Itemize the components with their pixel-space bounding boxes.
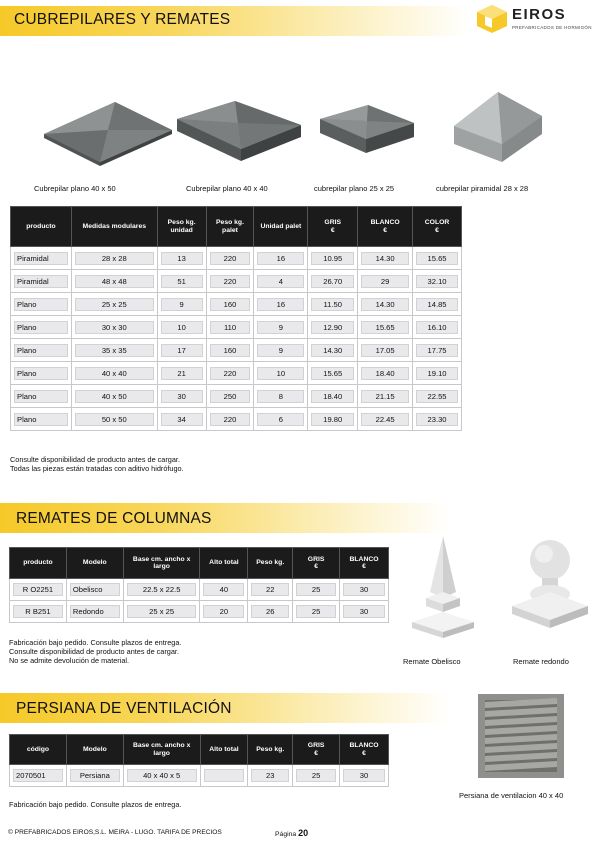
caption-cubrepilar-40x40: Cubrepilar plano 40 x 40	[186, 184, 268, 193]
remate-obelisco-image	[408, 532, 478, 644]
cell-value: 30	[161, 390, 203, 403]
table-cell	[157, 408, 206, 431]
table-row	[11, 270, 462, 293]
cell-value: 18.40	[361, 367, 409, 380]
table-cell	[11, 408, 72, 431]
persiana-ventilacion-image	[476, 690, 568, 782]
table-cell	[248, 579, 293, 601]
table-cell	[66, 579, 123, 601]
cell-value: 2070501	[13, 769, 63, 782]
cell-value: 21.15	[361, 390, 409, 403]
cell-value: Piramidal	[14, 275, 68, 288]
cell-value: Plano	[14, 344, 68, 357]
logo-tagline: PREFABRICADOS DE HORMIGÓN	[512, 25, 592, 30]
persiana-notes	[9, 800, 181, 809]
col-header-blanco	[340, 548, 389, 579]
table-cell	[11, 270, 72, 293]
table-row	[10, 765, 389, 787]
cell-value: 30	[343, 605, 385, 618]
col-header-modelo: Modelo	[66, 735, 123, 765]
columnas-table-body	[10, 579, 389, 623]
cell-value: R O2251	[13, 583, 63, 596]
col-header-medidas: Medidas modulares	[71, 207, 157, 247]
cubrepilares-table-body	[11, 247, 462, 431]
table-cell	[254, 362, 308, 385]
footer-copyright: © PREFABRICADOS EIROS,S.L. MEIRA - LUGO. TARIFA DE PRECIOS	[8, 829, 222, 836]
cell-value: 23	[251, 769, 289, 782]
table-cell	[200, 601, 248, 623]
persiana-table-body	[10, 765, 389, 787]
cell-value: 22.55	[416, 390, 458, 403]
cell-value: 10	[257, 367, 304, 380]
table-cell	[413, 408, 462, 431]
table-cell	[340, 579, 389, 601]
cell-value: Obelisco	[70, 583, 120, 596]
cell-value: 15.65	[361, 321, 409, 334]
table-cell	[413, 293, 462, 316]
cubrepilar-piramidal-28x28-image	[448, 88, 548, 168]
cell-value: 19.10	[416, 367, 458, 380]
cell-value: 17.05	[361, 344, 409, 357]
cell-value: 35 x 35	[75, 344, 154, 357]
eiros-logo	[476, 4, 594, 36]
table-cell	[206, 316, 254, 339]
table-cell	[10, 601, 67, 623]
table-cell	[413, 247, 462, 270]
table-cell	[71, 293, 157, 316]
table-row	[11, 339, 462, 362]
cubrepilares-table	[10, 206, 462, 431]
table-cell	[157, 385, 206, 408]
table-cell	[200, 579, 248, 601]
cell-value: 16	[257, 298, 304, 311]
columnas-table	[9, 547, 389, 623]
table-cell	[10, 765, 67, 787]
table-cell	[308, 247, 358, 270]
table-cell	[358, 316, 413, 339]
col-header-blanco-unit: €	[383, 226, 387, 234]
cell-value: 30 x 30	[75, 321, 154, 334]
col-header-gris-label: GRIS	[307, 742, 325, 750]
col-header-peso: Peso kg.	[248, 735, 293, 765]
table-cell	[254, 408, 308, 431]
table-cell	[254, 247, 308, 270]
table-row	[10, 579, 389, 601]
table-cell	[71, 247, 157, 270]
cell-value: 26	[251, 605, 289, 618]
cell-value: Plano	[14, 390, 68, 403]
cell-value: Persiana	[70, 769, 120, 782]
table-cell	[11, 293, 72, 316]
table-cell	[413, 362, 462, 385]
table-cell	[358, 408, 413, 431]
cell-value: 30	[343, 583, 385, 596]
note-line: Consulte disponibilidad de producto antes de cargar.	[9, 647, 179, 656]
cell-value: 14.30	[361, 298, 409, 311]
cell-value: Redondo	[70, 605, 120, 618]
cell-value: 13	[161, 252, 203, 265]
table-cell	[71, 316, 157, 339]
cell-value: 16.10	[416, 321, 458, 334]
table-cell	[293, 601, 340, 623]
col-header-gris-label: GRIS	[324, 219, 342, 227]
cell-value: 20	[203, 605, 244, 618]
table-cell	[340, 601, 389, 623]
table-cell	[308, 316, 358, 339]
cell-value: 17	[161, 344, 203, 357]
table-cell	[10, 579, 67, 601]
cell-value: Plano	[14, 298, 68, 311]
table-cell	[206, 270, 254, 293]
table-cell	[71, 270, 157, 293]
table-cell	[254, 293, 308, 316]
table-cell	[308, 270, 358, 293]
table-cell	[71, 339, 157, 362]
cell-value: 26.70	[311, 275, 354, 288]
cell-value: 25	[296, 605, 336, 618]
caption-cubrepilar-40x50: Cubrepilar plano 40 x 50	[34, 184, 116, 193]
footer-page-label: Página	[275, 831, 297, 838]
cell-value: 110	[210, 321, 251, 334]
table-cell	[123, 765, 200, 787]
table-cell	[254, 385, 308, 408]
cell-value: 25 x 25	[75, 298, 154, 311]
table-cell	[157, 316, 206, 339]
cell-value: 14.30	[361, 252, 409, 265]
table-cell	[11, 385, 72, 408]
col-header-producto: producto	[10, 548, 67, 579]
table-cell	[413, 316, 462, 339]
cell-value: 22.45	[361, 413, 409, 426]
cell-value: 40 x 40 x 5	[127, 769, 197, 782]
cell-value: 50 x 50	[75, 413, 154, 426]
cell-value: 21	[161, 367, 203, 380]
cell-value: 10	[161, 321, 203, 334]
cell-value: 25	[296, 769, 336, 782]
table-cell	[66, 601, 123, 623]
col-header-color	[413, 207, 462, 247]
table-cell	[157, 247, 206, 270]
persiana-table	[9, 734, 389, 787]
caption-cubrepilar-piramidal: cubrepilar piramidal 28 x 28	[436, 184, 529, 193]
cell-value: Plano	[14, 413, 68, 426]
footer-page-number: 20	[298, 828, 309, 838]
section-title-columnas: REMATES DE COLUMNAS	[16, 510, 212, 527]
cell-value: 28 x 28	[75, 252, 154, 265]
table-cell	[206, 339, 254, 362]
col-header-alto: Alto total	[200, 548, 248, 579]
col-header-modelo: Modelo	[66, 548, 123, 579]
table-cell	[340, 765, 389, 787]
table-cell	[206, 362, 254, 385]
table-cell	[254, 339, 308, 362]
cell-value: 25 x 25	[127, 605, 197, 618]
note-line: Fabricación bajo pedido. Consulte plazos de entrega.	[9, 638, 182, 647]
col-header-blanco-label: BLANCO	[370, 219, 400, 227]
cell-value: 22.5 x 22.5	[127, 583, 197, 596]
section-title-persiana: PERSIANA DE VENTILACIÓN	[16, 700, 232, 717]
table-cell	[157, 293, 206, 316]
col-header-blanco	[340, 735, 389, 765]
footer-page	[275, 828, 308, 838]
table-row	[10, 601, 389, 623]
table-row	[11, 293, 462, 316]
cell-value: 9	[257, 344, 304, 357]
cell-value: 48 x 48	[75, 275, 154, 288]
table-row	[11, 408, 462, 431]
col-header-blanco-unit: €	[362, 749, 366, 757]
table-cell	[157, 270, 206, 293]
cell-value: 9	[161, 298, 203, 311]
table-cell	[358, 247, 413, 270]
table-cell	[11, 247, 72, 270]
cell-value: 15.65	[416, 252, 458, 265]
table-row	[11, 247, 462, 270]
col-header-gris	[308, 207, 358, 247]
table-cell	[308, 339, 358, 362]
note-line: No se admite devolución de material.	[9, 656, 130, 665]
cell-value: 8	[257, 390, 304, 403]
cubrepilar-plano-40x40-image	[175, 97, 305, 169]
col-header-color-unit: €	[435, 226, 439, 234]
table-cell	[11, 316, 72, 339]
col-header-gris-unit: €	[314, 563, 318, 570]
table-cell	[11, 339, 72, 362]
col-header-gris-unit: €	[330, 226, 335, 234]
caption-cubrepilar-25x25: cubrepilar plano 25 x 25	[314, 184, 395, 193]
col-header-peso-unidad: Peso kg. unidad	[157, 207, 206, 247]
table-cell	[293, 579, 340, 601]
note-line: Fabricación bajo pedido. Consulte plazos de entrega.	[9, 800, 182, 809]
cell-value: R B251	[13, 605, 63, 618]
cell-value: 6	[257, 413, 304, 426]
col-header-alto: Alto total	[200, 735, 248, 765]
cell-value: 16	[257, 252, 304, 265]
cell-value: 9	[257, 321, 304, 334]
cell-value: 220	[210, 252, 251, 265]
cubrepilar-plano-40x50-image	[40, 96, 175, 166]
col-header-blanco-unit: €	[362, 563, 366, 570]
table-cell	[206, 408, 254, 431]
logo-name: EIROS	[512, 6, 567, 23]
cell-value: 22	[251, 583, 289, 596]
table-row	[11, 362, 462, 385]
col-header-codigo: código	[10, 735, 67, 765]
cell-value: Plano	[14, 321, 68, 334]
table-cell	[206, 385, 254, 408]
cell-value: 23.30	[416, 413, 458, 426]
cell-value: 220	[210, 367, 251, 380]
col-header-blanco-label: BLANCO	[349, 555, 379, 563]
cell-value: 40 x 50	[75, 390, 154, 403]
cell-value: Plano	[14, 367, 68, 380]
table-cell	[358, 385, 413, 408]
col-header-peso-palet: Peso kg. palet	[206, 207, 254, 247]
cell-value: 18.40	[311, 390, 354, 403]
columnas-notes	[9, 638, 181, 665]
col-header-base: Base cm. ancho x largo	[123, 548, 200, 579]
table-cell	[413, 270, 462, 293]
table-cell	[413, 385, 462, 408]
cell-value: 14.85	[416, 298, 458, 311]
cell-value: 160	[210, 298, 251, 311]
table-cell	[206, 293, 254, 316]
col-header-producto: producto	[11, 207, 72, 247]
cell-value: 29	[361, 275, 409, 288]
logo-cube-icon	[476, 4, 508, 34]
table-cell	[254, 270, 308, 293]
col-header-gris	[293, 735, 340, 765]
table-cell	[200, 765, 248, 787]
table-cell	[358, 293, 413, 316]
table-cell	[157, 339, 206, 362]
table-cell	[123, 579, 200, 601]
table-cell	[358, 362, 413, 385]
table-cell	[248, 601, 293, 623]
cell-value: 32.10	[416, 275, 458, 288]
cell-value: 14.30	[311, 344, 354, 357]
note-line: Consulte disponibilidad de producto antes de cargar.	[10, 455, 180, 464]
caption-persiana: Persiana de ventilacion 40 x 40	[459, 791, 564, 800]
table-cell	[358, 270, 413, 293]
remate-redondo-image	[508, 536, 592, 644]
cell-value: 19.80	[311, 413, 354, 426]
cell-value: 15.65	[311, 367, 354, 380]
table-cell	[308, 408, 358, 431]
col-header-gris-label: GRIS	[307, 555, 325, 563]
cell-value: 12.90	[311, 321, 354, 334]
table-cell	[206, 247, 254, 270]
col-header-blanco	[358, 207, 413, 247]
table-cell	[248, 765, 293, 787]
cell-value: 160	[210, 344, 251, 357]
col-header-base: Base cm. ancho x largo	[123, 735, 200, 765]
table-cell	[123, 601, 200, 623]
cell-value	[204, 769, 245, 782]
cell-value: Piramidal	[14, 252, 68, 265]
table-cell	[66, 765, 123, 787]
cell-value: 25	[296, 583, 336, 596]
cell-value: 17.75	[416, 344, 458, 357]
col-header-blanco-label: BLANCO	[349, 742, 379, 750]
table-cell	[413, 339, 462, 362]
cell-value: 40	[203, 583, 244, 596]
cell-value: 220	[210, 413, 251, 426]
cell-value: 10.95	[311, 252, 354, 265]
caption-remate-redondo: Remate redondo	[513, 657, 569, 666]
table-cell	[254, 316, 308, 339]
cell-value: 220	[210, 275, 251, 288]
col-header-gris-unit: €	[314, 749, 318, 757]
cell-value: 40 x 40	[75, 367, 154, 380]
cell-value: 250	[210, 390, 251, 403]
cubrepilar-plano-25x25-image	[318, 103, 418, 158]
cell-value: 34	[161, 413, 203, 426]
table-cell	[157, 362, 206, 385]
col-header-unidad-palet: Unidad palet	[254, 207, 308, 247]
table-cell	[308, 385, 358, 408]
table-cell	[308, 293, 358, 316]
table-cell	[11, 362, 72, 385]
table-row	[11, 316, 462, 339]
table-cell	[308, 362, 358, 385]
col-header-peso: Peso kg.	[248, 548, 293, 579]
section-title-cubrepilares: CUBREPILARES Y REMATES	[14, 11, 231, 28]
table-cell	[71, 385, 157, 408]
table-row	[11, 385, 462, 408]
table-cell	[71, 408, 157, 431]
table-cell	[358, 339, 413, 362]
cubrepilares-notes	[10, 455, 184, 473]
col-header-gris	[293, 548, 340, 579]
cell-value: 4	[257, 275, 304, 288]
cell-value: 11.50	[311, 298, 354, 311]
table-cell	[293, 765, 340, 787]
note-line: Todas las piezas están tratadas con aditivo hidrófugo.	[10, 464, 184, 473]
caption-remate-obelisco: Remate Obelisco	[403, 657, 461, 666]
cell-value: 30	[343, 769, 385, 782]
table-cell	[71, 362, 157, 385]
cell-value: 51	[161, 275, 203, 288]
col-header-color-label: COLOR	[424, 219, 450, 227]
